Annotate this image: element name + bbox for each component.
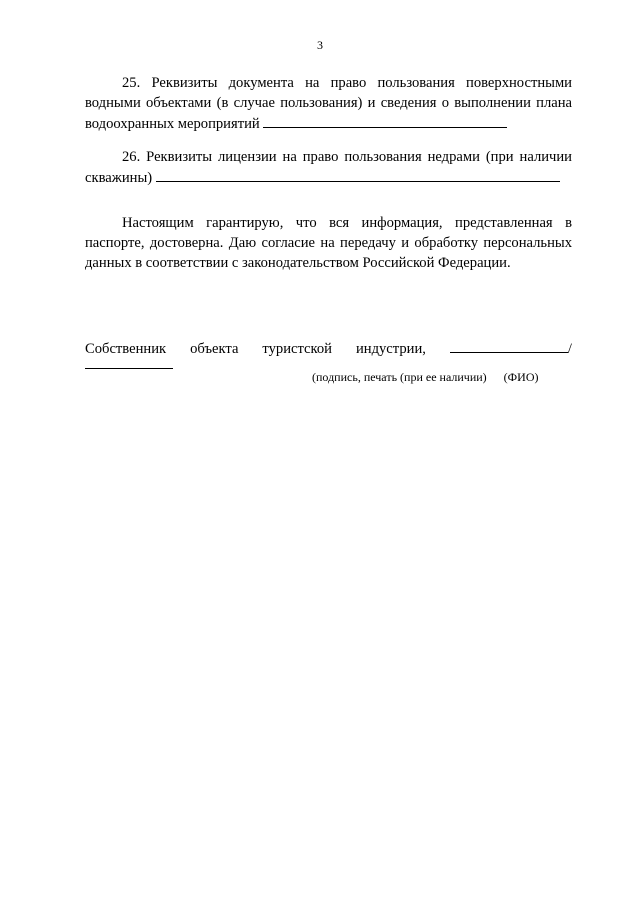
- signature-word-tourist: туристской: [262, 341, 332, 357]
- item-25-blank-line: [263, 113, 507, 128]
- page-number: 3: [317, 38, 323, 52]
- signature-row: [85, 338, 572, 359]
- fio-caption-text: (ФИО): [503, 370, 539, 384]
- item-25-text: 25. Реквизиты документа на право пользования поверхностными водными объектами (в случае пользования) и сведения о выполнении плана водоохранных мероприятий: [85, 75, 572, 132]
- fio-blank-line: [85, 368, 173, 369]
- item-26-paragraph: [85, 147, 572, 188]
- item-26-blank-line: [156, 167, 560, 182]
- signature-caption-text: (подпись, печать (при ее наличии): [312, 370, 487, 384]
- signature-blank-group: [450, 338, 572, 359]
- signature-caption: [312, 370, 538, 385]
- signature-word-industry: индустрии,: [355, 341, 426, 357]
- item-26-text: 26. Реквизиты лицензии на право пользования недрами (при наличии скважины): [85, 149, 572, 186]
- signature-word-owner: Собственник: [85, 341, 167, 357]
- signature-word-object: объекта: [190, 341, 239, 357]
- signature-slash: /: [567, 341, 572, 357]
- guarantee-paragraph: Настоящим гарантирую, что вся информация, представленная в паспорте, достоверна. Даю согласие на передачу и обработку персональных данных в соответствии с законодательством Российской Федерации.: [85, 215, 572, 271]
- item-25-paragraph: [85, 73, 572, 134]
- signature-blank-line: [450, 338, 568, 353]
